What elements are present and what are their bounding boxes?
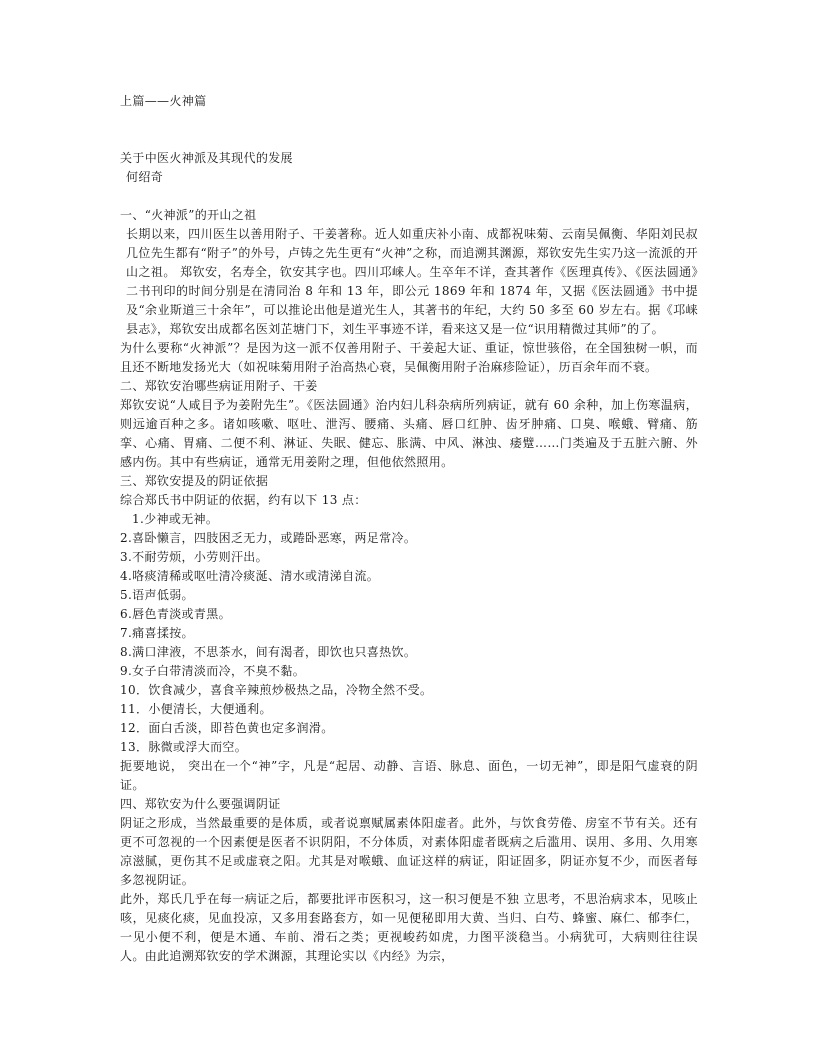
- section-heading: 四、郑钦安为什么要强调阴证: [120, 797, 281, 811]
- blank-line: [120, 111, 698, 130]
- list-item: 4.咯痰清稀或呕吐清冷痰涎、清水或清涕自流。: [120, 569, 380, 583]
- body-paragraph: 长期以来，四川医生以善用附子、干姜著称。近人如重庆补小南、成都祝味菊、云南吴佩衡、华阳刘民叔几位先生都有“附子”的外号，卢铸之先生更有“火神”之称，而追溯其渊源，郑钦安先生实乃这一流派的开山之祖。 郑钦安，名寿全，钦安其字也。四川邛崃人。生卒年不详，查其著作《医理真传》、《医法圆通》二书刊印的时间分别是在清同治 8 年和 13 年，即公元 1869 年和 1874 年，又据《医法圆通》书中提及“余业斯道三十余年”，可以推论出他是道光生人，其著书的年纪，大约 50 多至 60 岁左右。据《邛崃县志》，郑钦安出成都名医刘芷塘门下，刘生平事迹不详，看来这又是一位“识用精微过其师”的了。: [126, 227, 698, 336]
- list-item: 7.痛喜揉按。: [120, 626, 194, 640]
- section-heading: 一、“火神派”的开山之祖: [120, 208, 257, 222]
- list-item: 1.少神或无神。: [132, 512, 219, 526]
- list-item: 8.满口津液，不思茶水，间有渴者，即饮也只喜热饮。: [120, 645, 417, 659]
- document-page: [120, 92, 698, 966]
- list-item: 10．饮食减少，喜食辛辣煎炒极热之品，冷物全然不受。: [120, 683, 433, 697]
- body-paragraph: 郑钦安说“人咸目予为姜附先生”。《医法圆通》治内妇儿科杂病所列病证，就有 60 余种，加上伤寒温病，则远逾百种之多。诸如咳嗽、呕吐、泄泻、腰痛、头痛、唇口红肿、齿牙肿痛、口臭、喉蛾、臂痛、筋挛、心痛、胃痛、二便不利、淋证、失眠、健忘、胀满、中风、淋浊、痿躄……门类遍及于五脏六腑、外感内伤。其中有些病证，通常无用姜附之理，但他依然照用。: [120, 398, 698, 469]
- blank-line: [120, 187, 698, 206]
- author-name: 何绍奇: [126, 170, 164, 184]
- section-heading: 三、郑钦安提及的阴证依据: [120, 474, 269, 488]
- blank-line: [120, 130, 698, 149]
- list-item: 2.喜卧懒言，四肢困乏无力，或踡卧恶寒，两足常冷。: [120, 531, 417, 545]
- body-paragraph: 此外，郑氏几乎在每一病证之后，都要批评市医积习，这一积习便是不独 立思考，不思治病求本，见咳止咳，见痰化痰，见血投凉，又多用套路套方，如一见便秘即用大黄、当归、白芍、蜂蜜、麻仁、郁李仁，一见小便不利，便是木通、车前、滑石之类；更视峻药如虎，力图平淡稳当。小病犹可，大病则往往误人。由此追溯郑钦安的学术渊源，其理论实以《内经》为宗，: [120, 892, 698, 963]
- list-item: 12．面白舌淡，即苔色黄也定多润滑。: [120, 721, 334, 735]
- body-paragraph: 为什么要称“火神派”？是因为这一派不仅善用附子、干姜起大证、重证，惊世骇俗，在全国独树一帜，而且还不断地发扬光大（如祝味菊用附子治高热心衰，吴佩衡用附子治麻疹险证），历百余年而不衰。: [120, 341, 698, 374]
- section-intro: 综合郑氏书中阴证的依据，约有以下 13 点：: [120, 493, 367, 507]
- list-item: 13．脉微或浮大而空。: [120, 740, 248, 754]
- article-title: 关于中医火神派及其现代的发展: [120, 151, 293, 165]
- list-item: 3.不耐劳烦，小劳则汗出。: [120, 550, 269, 564]
- list-item: 5.语声低弱。: [120, 588, 194, 602]
- section-heading: 二、郑钦安治哪些病证用附子、干姜: [120, 379, 318, 393]
- section-summary: 扼要地说， 突出在一个“神”字，凡是“起居、动静、言语、脉息、面色，一切无神”，即是阳气虚衰的阴证。: [120, 759, 698, 792]
- body-paragraph: 阴证之形成，当然最重要的是体质，或者说禀赋属素体阳虚者。此外，与饮食劳倦、房室不节有关。还有更不可忽视的一个因素便是医者不识阴阳，不分体质，对素体阳虚者既病之后滥用、误用、多用、久用寒凉滋腻，更伤其不足或虚衰之阳。尤其是对喉蛾、血证这样的病证，阳证固多，阴证亦复不少，而医者每多忽视阴证。: [120, 816, 698, 887]
- list-item: 9.女子白带清淡而冷，不臭不黏。: [120, 664, 306, 678]
- list-item: 6.唇色青淡或青黑。: [120, 607, 231, 621]
- part-title: 上篇——火神篇: [120, 94, 207, 108]
- list-item: 11．小便清长，大便通利。: [120, 702, 272, 716]
